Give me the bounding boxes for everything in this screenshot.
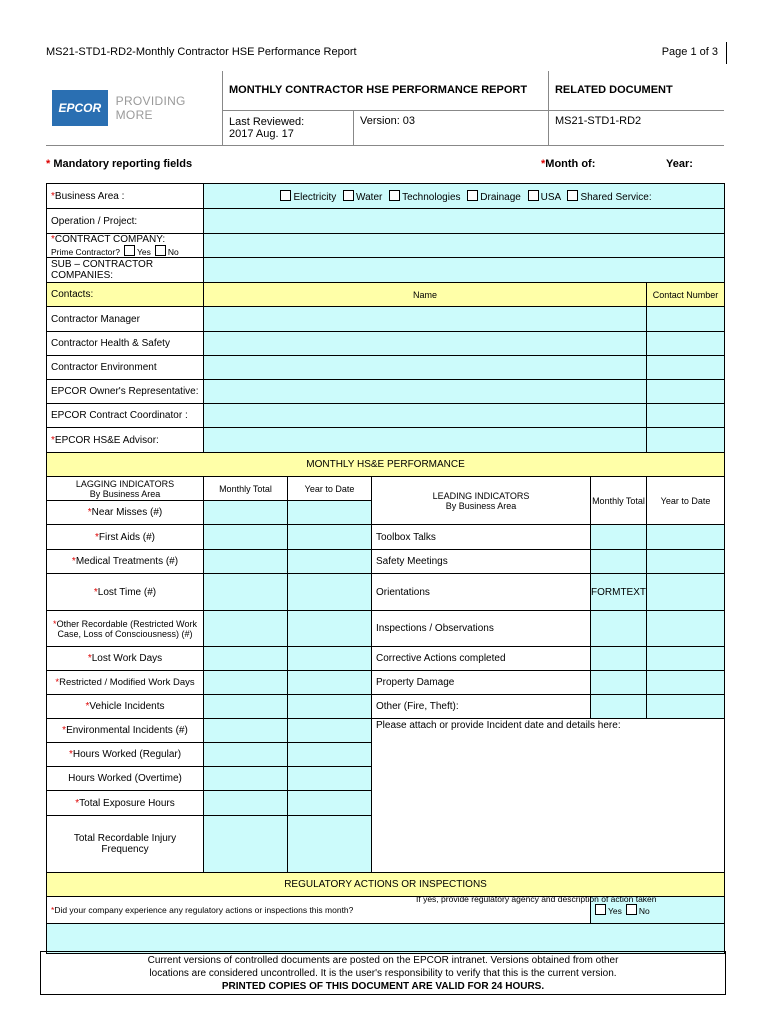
shared-service-checkbox[interactable]: [567, 190, 578, 201]
name-column-header: Name: [204, 283, 647, 307]
logo-cell: [46, 71, 223, 145]
footer-line-1: Current versions of controlled documents are posted on the EPCOR intranet. Versions obtained from other: [147, 955, 619, 966]
leading-monthly-total-header: Monthly Total: [591, 477, 647, 525]
sub-contractor-field[interactable]: [204, 258, 725, 283]
report-title: MONTHLY CONTRACTOR HSE PERFORMANCE REPORT: [223, 71, 549, 110]
technologies-checkbox[interactable]: [389, 190, 400, 201]
leading-monthly-field[interactable]: [591, 611, 647, 647]
contact-number-field[interactable]: [647, 404, 725, 428]
leading-monthly-field[interactable]: [591, 695, 647, 719]
option-label: Water: [356, 191, 383, 203]
lagging-ytd-field[interactable]: [288, 719, 372, 743]
if-yes-note: If yes, provide regulatory agency and description of action taken: [416, 894, 657, 904]
required-marker: *: [94, 531, 99, 543]
main-form-table: [46, 183, 725, 954]
lagging-text: Other Recordable (Restricted Work Case, Loss of Consciousness) (#): [56, 618, 197, 639]
lagging-monthly-field[interactable]: [204, 767, 288, 791]
leading-ytd-field[interactable]: [647, 525, 725, 550]
last-reviewed-value: 2017 Aug. 17: [229, 127, 294, 140]
contact-name-field[interactable]: [204, 356, 647, 380]
contact-number-field[interactable]: [647, 356, 725, 380]
footer-line-3: PRINTED COPIES OF THIS DOCUMENT ARE VALID FOR 24 HOURS.: [221, 981, 545, 992]
leading-label: Safety Meetings: [372, 550, 591, 574]
no-label: No: [167, 246, 179, 257]
electricity-checkbox[interactable]: [280, 190, 291, 201]
usa-checkbox[interactable]: [528, 190, 539, 201]
lagging-text: Total Exposure Hours: [79, 797, 175, 809]
lagging-label: [47, 791, 204, 816]
lagging-label: [47, 550, 204, 574]
epcor-logo: [46, 90, 222, 126]
required-marker: *: [46, 158, 51, 170]
lagging-text: Vehicle Incidents: [89, 701, 165, 712]
prime-yes-checkbox[interactable]: [124, 245, 135, 256]
prime-contractor-label: Prime Contractor?: [51, 246, 120, 257]
leading-monthly-field[interactable]: [591, 647, 647, 671]
lagging-ytd-field[interactable]: [288, 550, 372, 574]
lagging-label: [47, 611, 204, 647]
lagging-ytd-field[interactable]: [288, 574, 372, 611]
last-reviewed-label: Last Reviewed:: [229, 115, 305, 128]
leading-ytd-field[interactable]: [647, 574, 725, 611]
leading-header: LEADING INDICATORS By Business Area: [372, 477, 591, 525]
lagging-text: Medical Treatments (#): [75, 556, 179, 567]
lagging-ytd-field[interactable]: [288, 767, 372, 791]
leading-label: Orientations: [372, 574, 591, 611]
lagging-monthly-field[interactable]: [204, 719, 288, 743]
contact-name-field[interactable]: [204, 404, 647, 428]
lagging-monthly-field[interactable]: [204, 647, 288, 671]
month-of-label: [541, 158, 595, 170]
lagging-monthly-field[interactable]: [204, 550, 288, 574]
lagging-monthly-total-header: Monthly Total: [204, 477, 288, 501]
drainage-checkbox[interactable]: [467, 190, 478, 201]
leading-ytd-field[interactable]: [647, 550, 725, 574]
lagging-label: [47, 525, 204, 550]
lagging-label: [47, 695, 204, 719]
required-marker: *: [51, 905, 55, 915]
related-document-label: RELATED DOCUMENT: [548, 71, 724, 110]
contact-row-label: EPCOR Contract Coordinator :: [47, 404, 204, 428]
regulatory-yes-checkbox[interactable]: [595, 904, 606, 915]
leading-label: Toolbox Talks: [372, 525, 591, 550]
contact-number-field[interactable]: [647, 307, 725, 332]
contact-row-label: EPCOR Owner's Representative:: [47, 380, 204, 404]
document-title-line: MS21-STD1-RD2-Monthly Contractor HSE Performance Report: [46, 46, 357, 58]
contact-name-field[interactable]: [204, 332, 647, 356]
header-divider: [726, 42, 727, 64]
leading-monthly-field[interactable]: [591, 671, 647, 695]
lagging-text: Restricted / Modified Work Days: [59, 677, 195, 688]
lagging-header: LAGGING INDICATORS By Business Area: [47, 477, 204, 501]
required-marker: *: [51, 190, 55, 202]
footer-line-2: locations are considered uncontrolled. It is the user's responsibility to verify that this is the current version.: [149, 968, 617, 979]
required-marker: *: [71, 556, 76, 567]
business-area-label: [47, 184, 204, 209]
contact-name-field[interactable]: [204, 307, 647, 332]
yes-label: Yes: [608, 906, 622, 916]
lagging-ytd-header: Year to Date: [288, 477, 372, 501]
lagging-text: Environmental Incidents (#): [66, 725, 188, 736]
lagging-label: [47, 671, 204, 695]
lagging-label: Hours Worked (Overtime): [47, 767, 204, 791]
mandatory-text: Mandatory reporting fields: [53, 158, 193, 170]
required-marker: *: [75, 797, 80, 809]
contact-number-field[interactable]: [647, 380, 725, 404]
version: Version: 03: [354, 110, 549, 145]
mandatory-note: [46, 158, 192, 170]
leading-label: Property Damage: [372, 671, 591, 695]
option-label: Electricity: [293, 191, 337, 203]
required-marker: *: [87, 653, 92, 664]
lagging-monthly-field[interactable]: [204, 574, 288, 611]
month-of-text: Month of:: [545, 158, 596, 170]
required-marker: *: [541, 158, 546, 170]
lagging-monthly-field[interactable]: [204, 791, 288, 816]
leading-ytd-field[interactable]: [647, 647, 725, 671]
leading-ytd-field[interactable]: [647, 611, 725, 647]
contract-company-field[interactable]: [204, 234, 725, 258]
leading-monthly-field[interactable]: [591, 550, 647, 574]
leading-ytd-header: Year to Date: [647, 477, 725, 525]
contact-number-field[interactable]: [647, 428, 725, 453]
lagging-monthly-field[interactable]: [204, 611, 288, 647]
regulatory-details-field[interactable]: [47, 924, 725, 954]
footer-notice: [40, 951, 726, 995]
lagging-label: [47, 574, 204, 611]
lagging-ytd-field[interactable]: [288, 791, 372, 816]
required-marker: *: [87, 507, 92, 518]
contact-row-text: EPCOR HS&E Advisor:: [54, 434, 159, 446]
lagging-monthly-field[interactable]: [204, 501, 288, 525]
lagging-label: [47, 647, 204, 671]
leading-monthly-field[interactable]: [591, 525, 647, 550]
operation-field[interactable]: [204, 209, 725, 234]
leading-label: Corrective Actions completed: [372, 647, 591, 671]
leading-ytd-field[interactable]: [647, 671, 725, 695]
yes-label: Yes: [136, 246, 151, 257]
required-marker: *: [55, 677, 60, 688]
lagging-text: Hours Worked (Regular): [72, 749, 182, 760]
lagging-monthly-field[interactable]: [204, 695, 288, 719]
lagging-ytd-field[interactable]: [288, 816, 372, 873]
logo-badge: EPCOR: [52, 90, 108, 126]
regulatory-question: Did your company experience any regulatory actions or inspections this month?: [54, 905, 354, 915]
lagging-text: First Aids (#): [98, 531, 156, 543]
lagging-ytd-field[interactable]: [288, 647, 372, 671]
option-label: Drainage: [480, 191, 521, 203]
required-marker: *: [51, 434, 55, 446]
required-marker: *: [53, 618, 57, 629]
lagging-text: Near Misses (#): [91, 507, 163, 518]
required-marker: *: [51, 233, 55, 245]
logo-tagline: PROVIDING MORE: [115, 93, 186, 122]
contract-company-text: CONTRACT COMPANY:: [54, 233, 166, 245]
option-label: USA: [540, 191, 561, 203]
regulatory-section-title: REGULATORY ACTIONS OR INSPECTIONS: [47, 873, 725, 897]
incident-details-area[interactable]: [372, 719, 725, 873]
business-area-text: Business Area :: [54, 190, 125, 202]
page-number: Page 1 of 3: [661, 46, 718, 58]
related-document-value: MS21-STD1-RD2: [548, 110, 724, 145]
performance-section-title: MONTHLY HS&E PERFORMANCE: [47, 453, 725, 477]
leading-ytd-field[interactable]: [647, 695, 725, 719]
water-checkbox[interactable]: [343, 190, 354, 201]
contact-name-field[interactable]: [204, 380, 647, 404]
lagging-label: [47, 501, 204, 525]
lagging-ytd-field[interactable]: [288, 501, 372, 525]
lagging-ytd-field[interactable]: [288, 695, 372, 719]
lagging-monthly-field[interactable]: [204, 743, 288, 767]
lagging-label: [47, 719, 204, 743]
option-label: Technologies: [402, 191, 461, 203]
year-label: Year:: [666, 158, 693, 170]
lagging-label: Total Recordable Injury Frequency: [47, 816, 204, 873]
no-label: No: [638, 906, 650, 916]
business-area-options: [204, 184, 725, 209]
attach-note: Please attach or provide Incident date and details here:: [376, 720, 621, 731]
leading-label: Inspections / Observations: [372, 611, 591, 647]
sub-contractor-label: SUB – CONTRACTOR COMPANIES:: [47, 258, 204, 283]
regulatory-no-checkbox[interactable]: [626, 904, 637, 915]
last-reviewed: [223, 110, 354, 145]
required-marker: *: [93, 586, 98, 598]
required-marker: *: [85, 701, 90, 712]
lagging-ytd-field[interactable]: [288, 611, 372, 647]
lagging-text: Lost Work Days: [91, 653, 163, 664]
required-marker: *: [68, 749, 73, 760]
lagging-monthly-field[interactable]: [204, 671, 288, 695]
leading-monthly-field[interactable]: FORMTEXT: [591, 574, 647, 611]
contact-row-label: Contractor Environment: [47, 356, 204, 380]
lagging-label: [47, 743, 204, 767]
operation-label: Operation / Project:: [47, 209, 204, 234]
lagging-text: Lost Time (#): [97, 586, 157, 598]
required-marker: *: [62, 725, 67, 736]
lagging-monthly-field[interactable]: [204, 525, 288, 550]
report-header-table: [46, 71, 724, 146]
contact-row-label: Contractor Health & Safety: [47, 332, 204, 356]
option-label: Shared Service:: [580, 191, 652, 203]
prime-no-checkbox[interactable]: [155, 245, 166, 256]
contract-company-label: [47, 234, 204, 258]
contact-row-label: [47, 428, 204, 453]
lagging-ytd-field[interactable]: [288, 743, 372, 767]
contact-number-field[interactable]: [647, 332, 725, 356]
lagging-ytd-field[interactable]: [288, 671, 372, 695]
lagging-ytd-field[interactable]: [288, 525, 372, 550]
contacts-label: Contacts:: [47, 283, 204, 307]
contact-name-field[interactable]: [204, 428, 647, 453]
lagging-monthly-field[interactable]: [204, 816, 288, 873]
contact-row-label: Contractor Manager: [47, 307, 204, 332]
leading-label: Other (Fire, Theft):: [372, 695, 591, 719]
contact-number-header: Contact Number: [647, 283, 725, 307]
